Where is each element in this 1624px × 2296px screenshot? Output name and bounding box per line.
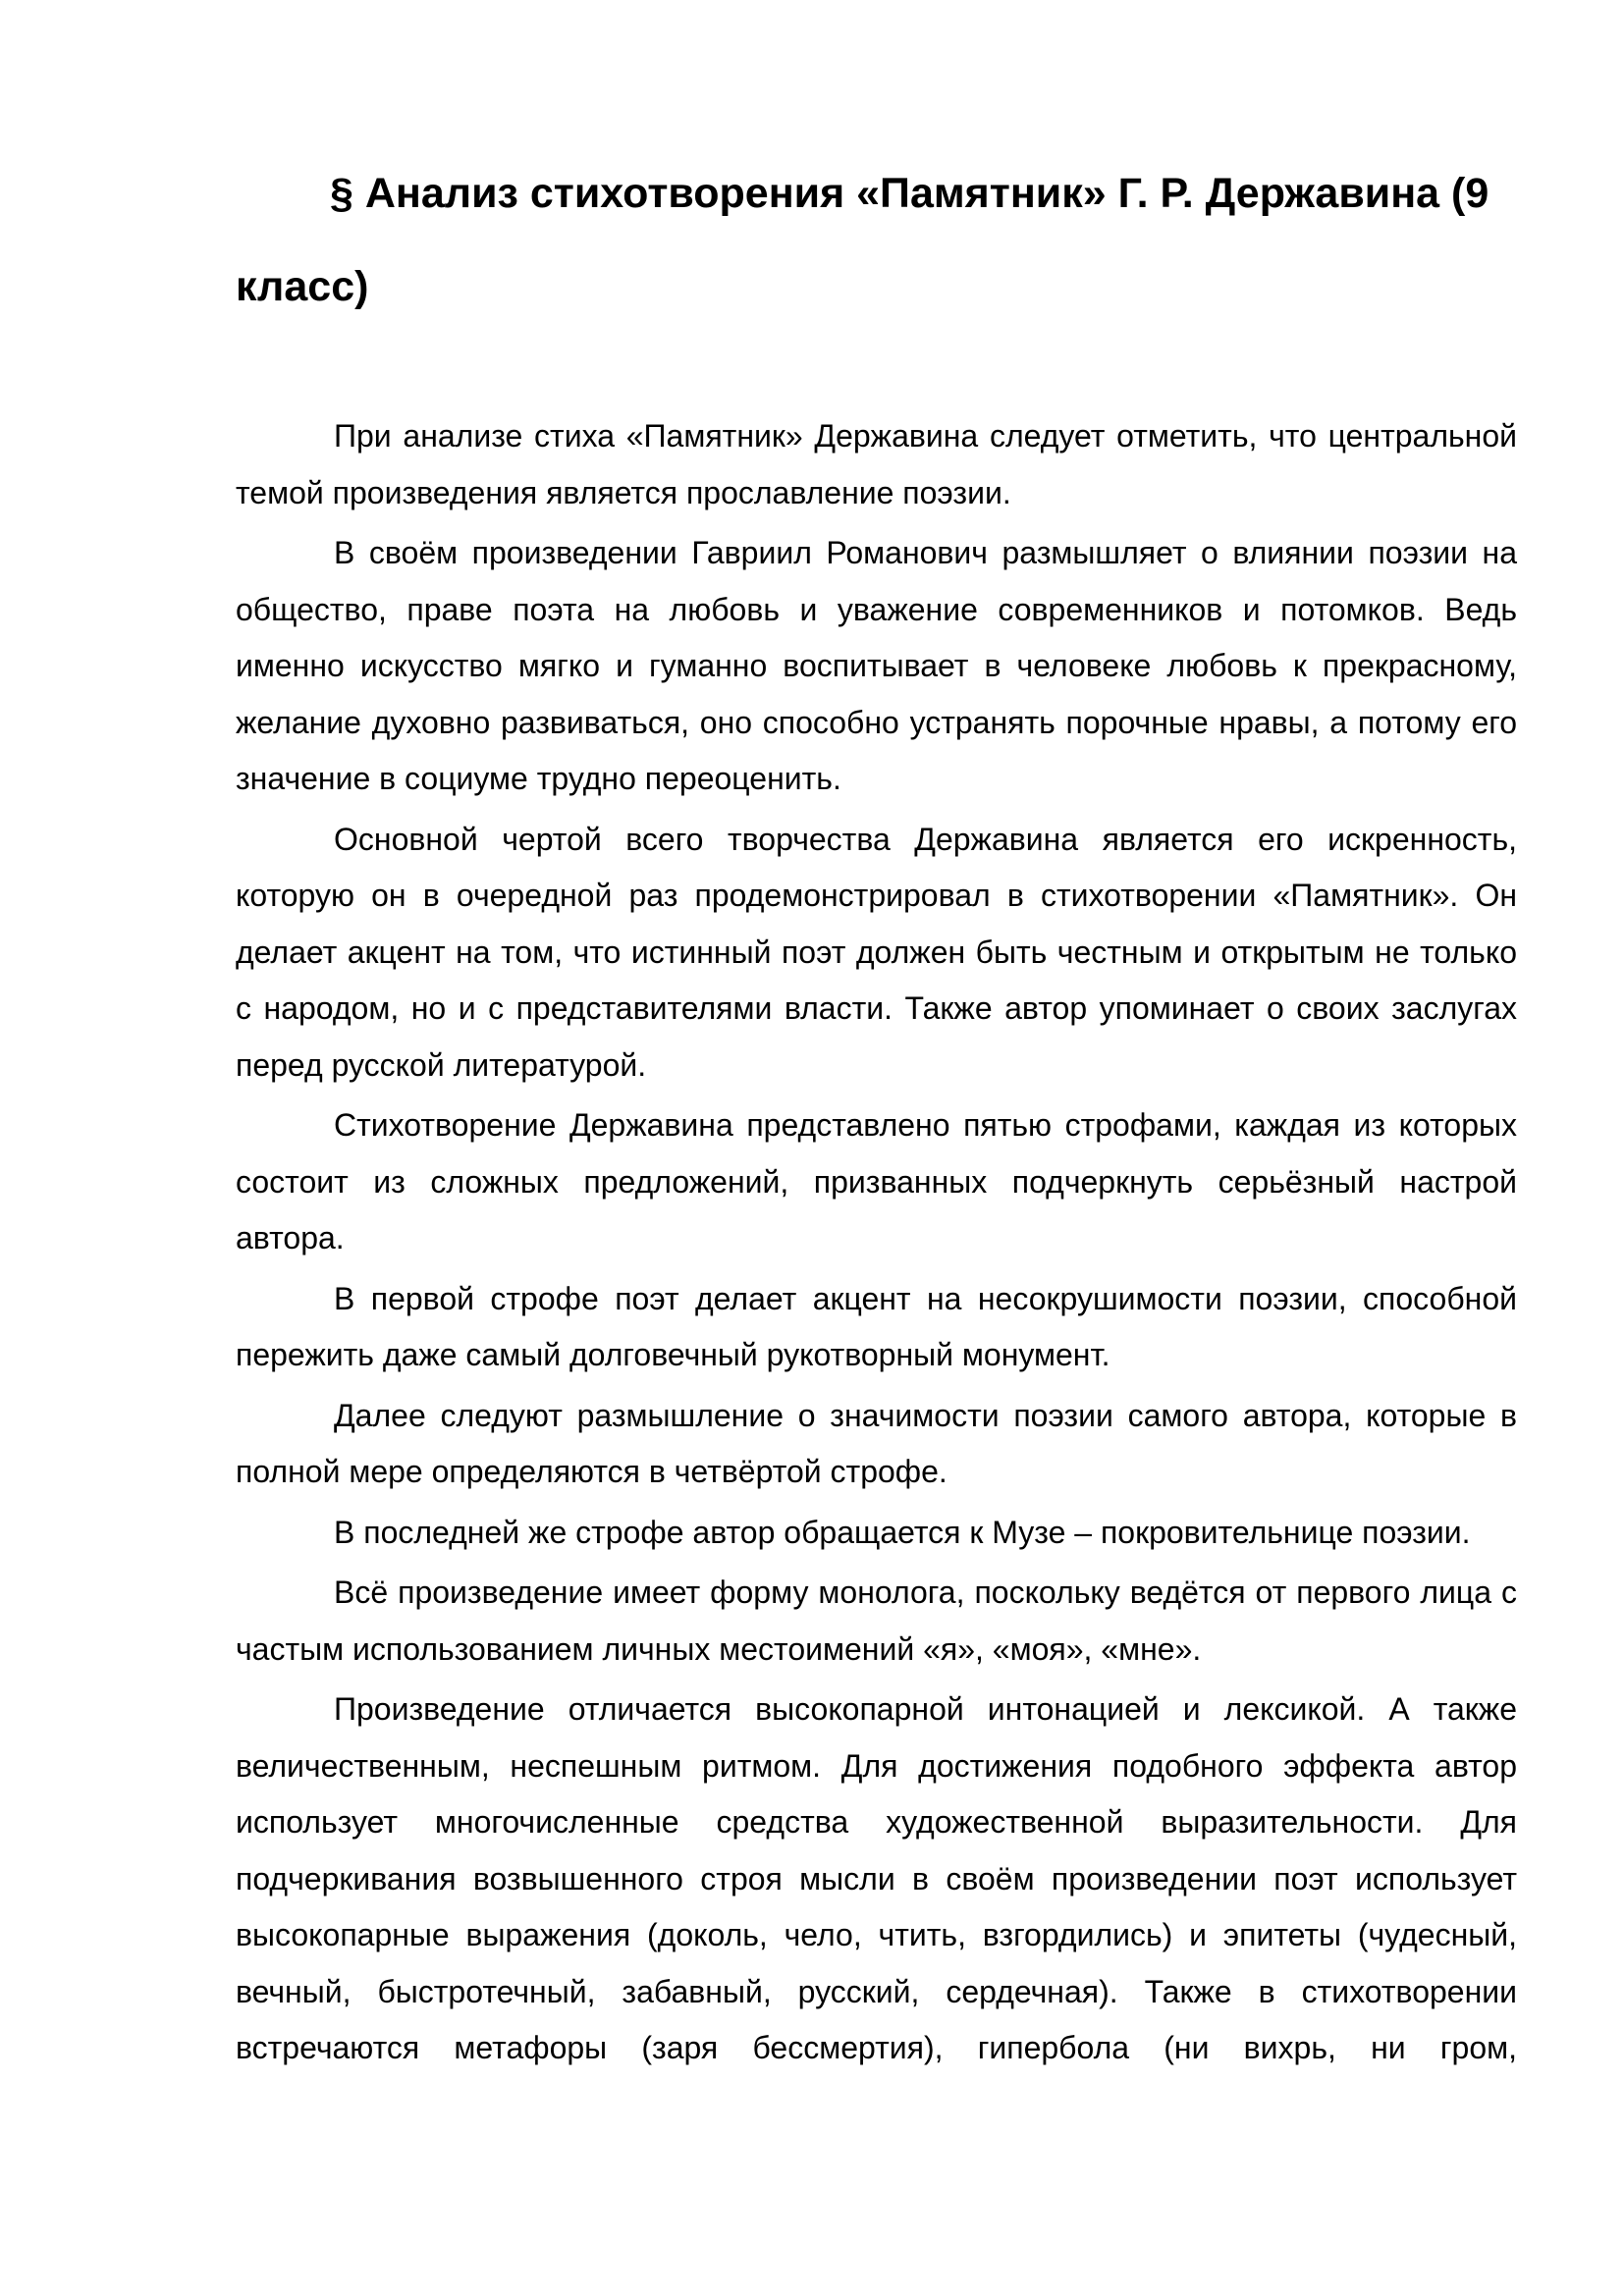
paragraph: Далее следуют размышление о значимости поэзии самого автора, которые в полной мере определяются в четвёртой строфе. (236, 1397, 1517, 1489)
paragraph: В последней же строфе автор обращается к Музе – покровительнице поэзии. (334, 1514, 1471, 1550)
paragraph: Основной чертой всего творчества Державина является его искренность, которую он в очередной раз продемонстрировал в стихотворении «Памятник». Он делает акцент на том, что истинный поэт должен быть честным и открытым не только с народом, но и с представителями власти. Также автор упоминает о своих заслугах перед русской литературой. (236, 821, 1517, 1083)
paragraph: Всё произведение имеет форму монолога, поскольку ведётся от первого лица с частым использованием личных местоимений «я», «моя», «мне». (236, 1575, 1517, 1667)
document-body (236, 147, 1517, 2081)
paragraph: Стихотворение Державина представлено пятью строфами, каждая из которых состоит из сложных предложений, призванных подчеркнуть серьёзный настрой автора. (236, 1107, 1517, 1255)
document-title: § Анализ стихотворения «Памятник» Г. Р. Державина (9 класс) (236, 170, 1489, 310)
paragraph: При анализе стиха «Памятник» Державина следует отметить, что центральной темой произведения является прославление поэзии. (236, 418, 1517, 510)
paragraph: Произведение отличается высокопарной интонацией и лексикой. А также величественным, неспешным ритмом. Для достижения подобного эффекта автор использует многочисленные средства художественной выразительности. Для подчеркивания возвышенного строя мысли в своём произведении поэт использует высокопарные выражения (доколь, чело, чтить, взгордились) и эпитеты (чудесный, вечный, быстротечный, забавный, русский, сердечная). Также в стихотворении встречаются метафоры (заря бессмертия), гипербола (ни вихрь, ни гром, (236, 1691, 1517, 2065)
paragraph: В своём произведении Гавриил Романович размышляет о влиянии поэзии на общество, праве поэта на любовь и уважение современников и потомков. Ведь именно искусство мягко и гуманно воспитывает в человеке любовь к прекрасному, желание духовно развиваться, оно способно устранять порочные нравы, а потому его значение в социуме трудно переоценить. (236, 535, 1517, 796)
paragraph: В первой строфе поэт делает акцент на несокрушимости поэзии, способной пережить даже самый долговечный рукотворный монумент. (236, 1280, 1517, 1372)
